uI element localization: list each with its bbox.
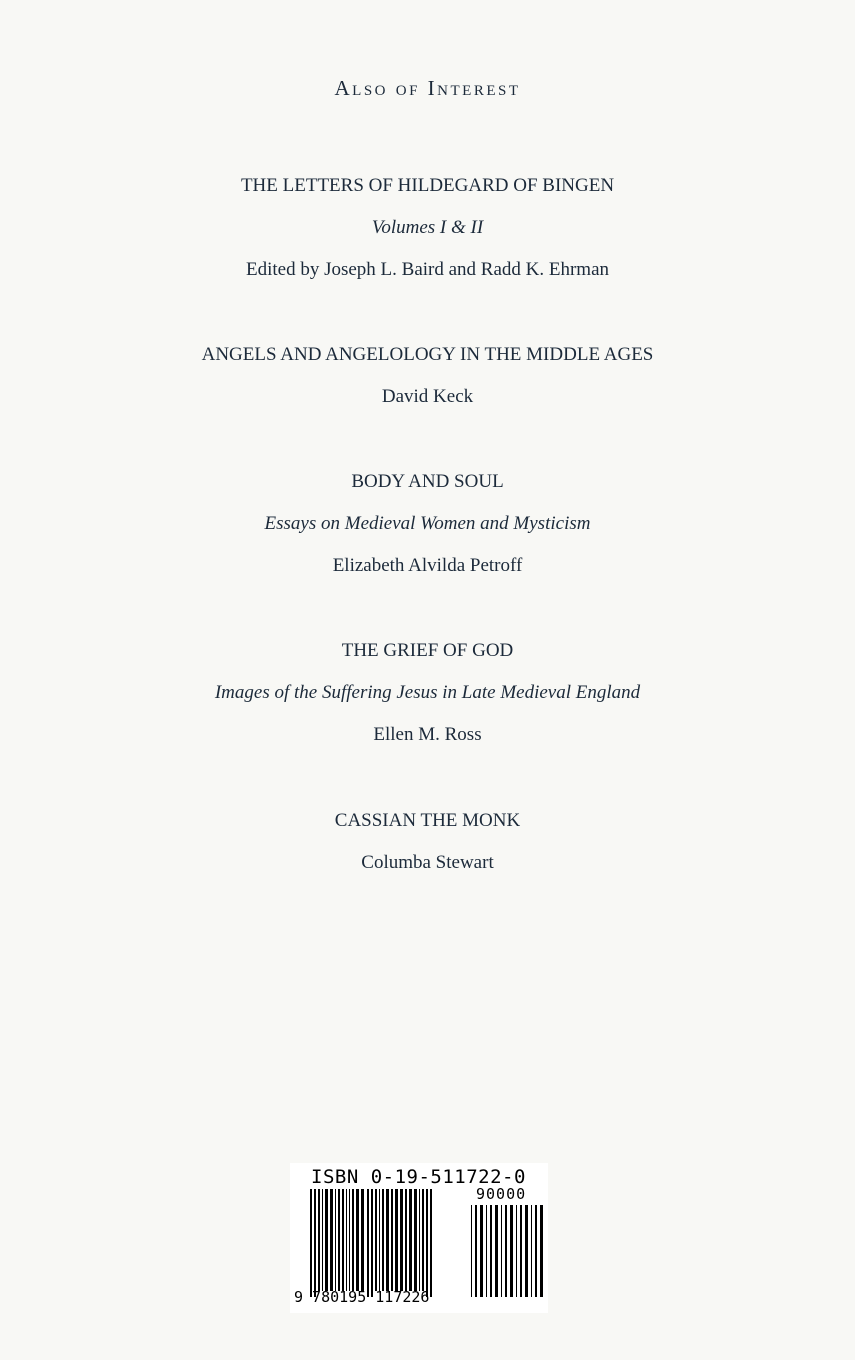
book-subtitle-letters-of-hildegard: Volumes I & II [371, 217, 484, 238]
book-title-letters-of-hildegard: THE LETTERS OF HILDEGARD OF BINGEN [240, 175, 615, 196]
book-author-grief-of-god: Ellen M. Ross [373, 724, 482, 745]
book-author-letters-of-hildegard: Edited by Joseph L. Baird and Radd K. Ehrman [245, 259, 610, 280]
ean-digits: 9 780195 117226 [294, 1288, 430, 1306]
isbn-number: ISBN 0-19-511722-0 [311, 1166, 526, 1188]
book-author-cassian-the-monk: Columba Stewart [361, 852, 494, 873]
price-code: 90000 [476, 1185, 527, 1203]
book-title-angels-and-angelology: ANGELS AND ANGELOLOGY IN THE MIDDLE AGES [201, 344, 654, 365]
book-subtitle-grief-of-god: Images of the Suffering Jesus in Late Medieval England [214, 682, 641, 703]
book-title-grief-of-god: THE GRIEF OF GOD [341, 640, 514, 661]
book-author-body-and-soul: Elizabeth Alvilda Petroff [332, 555, 523, 576]
book-title-body-and-soul: BODY AND SOUL [351, 471, 504, 492]
page-heading: Also of Interest [334, 76, 521, 100]
book-author-angels-and-angelology: David Keck [381, 386, 474, 407]
isbn-barcode [290, 1163, 548, 1313]
book-subtitle-body-and-soul: Essays on Medieval Women and Mysticism [264, 513, 591, 534]
book-title-cassian-the-monk: CASSIAN THE MONK [334, 810, 521, 831]
